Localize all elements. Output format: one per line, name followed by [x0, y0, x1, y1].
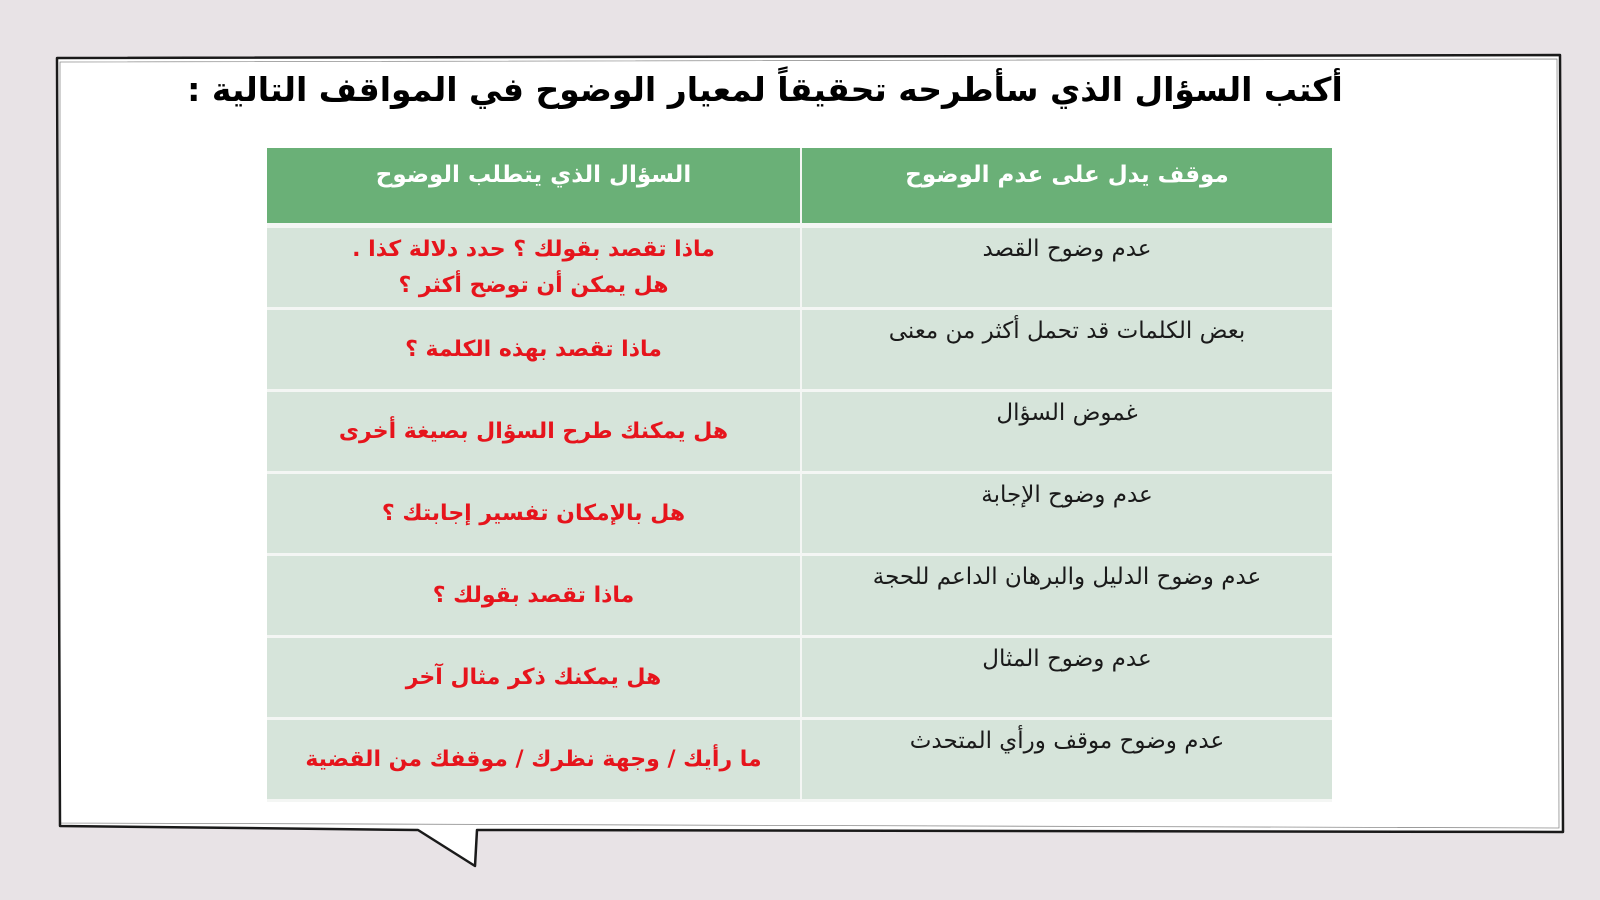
- question-line: ماذا تقصد بقولك ؟: [432, 582, 635, 608]
- table-cell-question: [267, 720, 800, 802]
- table-cell-situation: غموض السؤال: [800, 392, 1332, 474]
- table-header-question: السؤال الذي يتطلب الوضوح: [267, 148, 800, 228]
- question-line: هل بالإمكان تفسير إجابتك ؟: [381, 500, 686, 526]
- clarity-table: [267, 148, 1332, 808]
- table-cell-question: [267, 392, 800, 474]
- question-line: هل يمكن أن توضح أكثر ؟: [398, 273, 669, 298]
- question-line: هل يمكنك ذكر مثال آخر: [405, 664, 662, 690]
- question-line: ماذا تقصد بقولك ؟ حدد دلالة كذا .: [352, 237, 715, 262]
- table-cell-situation: عدم وضوح الإجابة: [800, 474, 1332, 556]
- table-cell-question: [267, 228, 800, 310]
- table-cell-situation: عدم وضوح الدليل والبرهان الداعم للحجة: [800, 556, 1332, 638]
- question-line: ما رأيك / وجهة نظرك / موقفك من القضية: [305, 746, 762, 772]
- table-cell-question: [267, 310, 800, 392]
- table-cell-situation: عدم وضوح موقف ورأي المتحدث: [800, 720, 1332, 802]
- table-cell-question: [267, 556, 800, 638]
- table-header-situation: موقف يدل على عدم الوضوح: [800, 148, 1332, 228]
- table-cell-situation: بعض الكلمات قد تحمل أكثر من معنى: [800, 310, 1332, 392]
- table-cell-question: [267, 474, 800, 556]
- question-line: ماذا تقصد بهذه الكلمة ؟: [405, 336, 662, 362]
- table-cell-situation: عدم وضوح المثال: [800, 638, 1332, 720]
- page-title: أكتب السؤال الذي سأطرحه تحقيقاً لمعيار الوضوح في المواقف التالية :: [187, 70, 1343, 109]
- question-line: هل يمكنك طرح السؤال بصيغة أخرى: [338, 418, 729, 444]
- table-cell-situation: عدم وضوح القصد: [800, 228, 1332, 310]
- table-cell-question: [267, 638, 800, 720]
